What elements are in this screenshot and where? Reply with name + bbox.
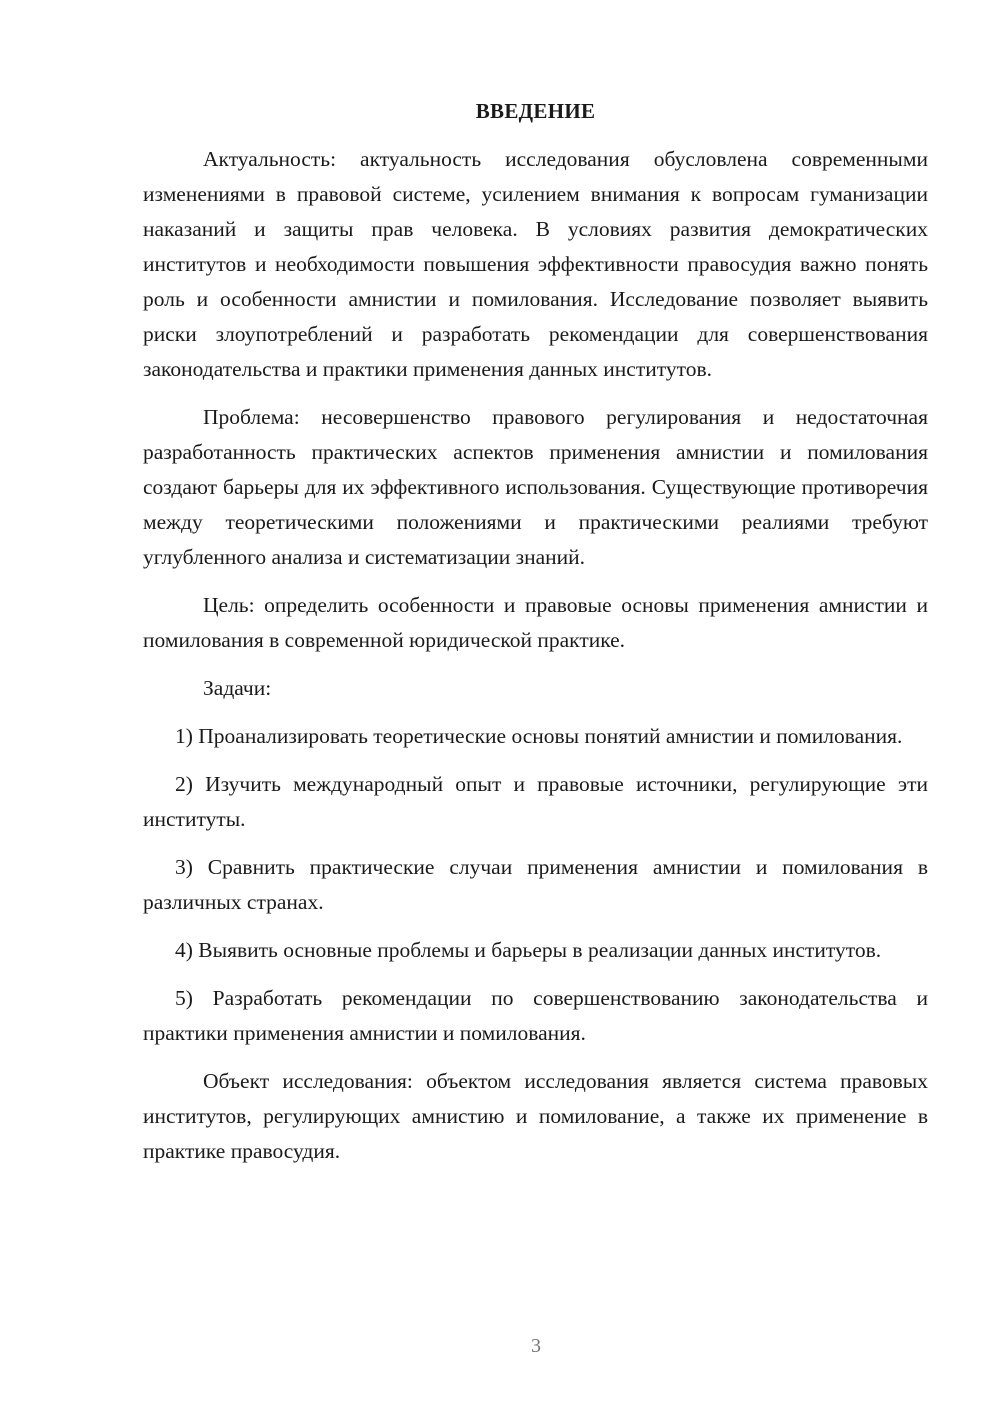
task-item-5: 5) Разработать рекомендации по совершенствованию законодательства и практики применения амнистии и помилования. [143, 986, 928, 1045]
tasks-heading: Задачи: [203, 676, 272, 700]
task-item-3: 3) Сравнить практические случаи применения амнистии и помилования в различных странах. [143, 855, 928, 914]
task-item-4: 4) Выявить основные проблемы и барьеры в реализации данных институтов. [175, 938, 882, 962]
page-content [143, 95, 928, 1182]
task-item-1: 1) Проанализировать теоретические основы понятий амнистии и помилования. [175, 724, 903, 748]
section-title: ВВЕДЕНИЕ [475, 99, 596, 123]
relevance-paragraph: Актуальность: актуальность исследования обусловлена современными изменениями в правовой системе, усилением внимания к вопросам гуманизации наказаний и защиты прав человека. В условиях развития демократических институтов и необходимости повышения эффективности правосудия важно понять роль и особенности амнистии и помилования. Исследование позволяет выявить риски злоупотреблений и разработать рекомендации для совершенствования законодательства и практики применения данных институтов. [143, 147, 928, 381]
task-item-2: 2) Изучить международный опыт и правовые источники, регулирующие эти институты. [143, 772, 928, 831]
research-object-paragraph: Объект исследования: объектом исследования является система правовых институтов, регулирующих амнистию и помилование, а также их применение в практике правосудия. [143, 1069, 928, 1163]
goal-paragraph: Цель: определить особенности и правовые основы применения амнистии и помилования в современной юридической практике. [143, 593, 928, 652]
problem-paragraph: Проблема: несовершенство правового регулирования и недостаточная разработанность практических аспектов применения амнистии и помилования создают барьеры для их эффективного использования. Существующие противоречия между теоретическими положениями и практическими реалиями требуют углубленного анализа и систематизации знаний. [143, 405, 928, 569]
page-number: 3 [531, 1335, 541, 1357]
